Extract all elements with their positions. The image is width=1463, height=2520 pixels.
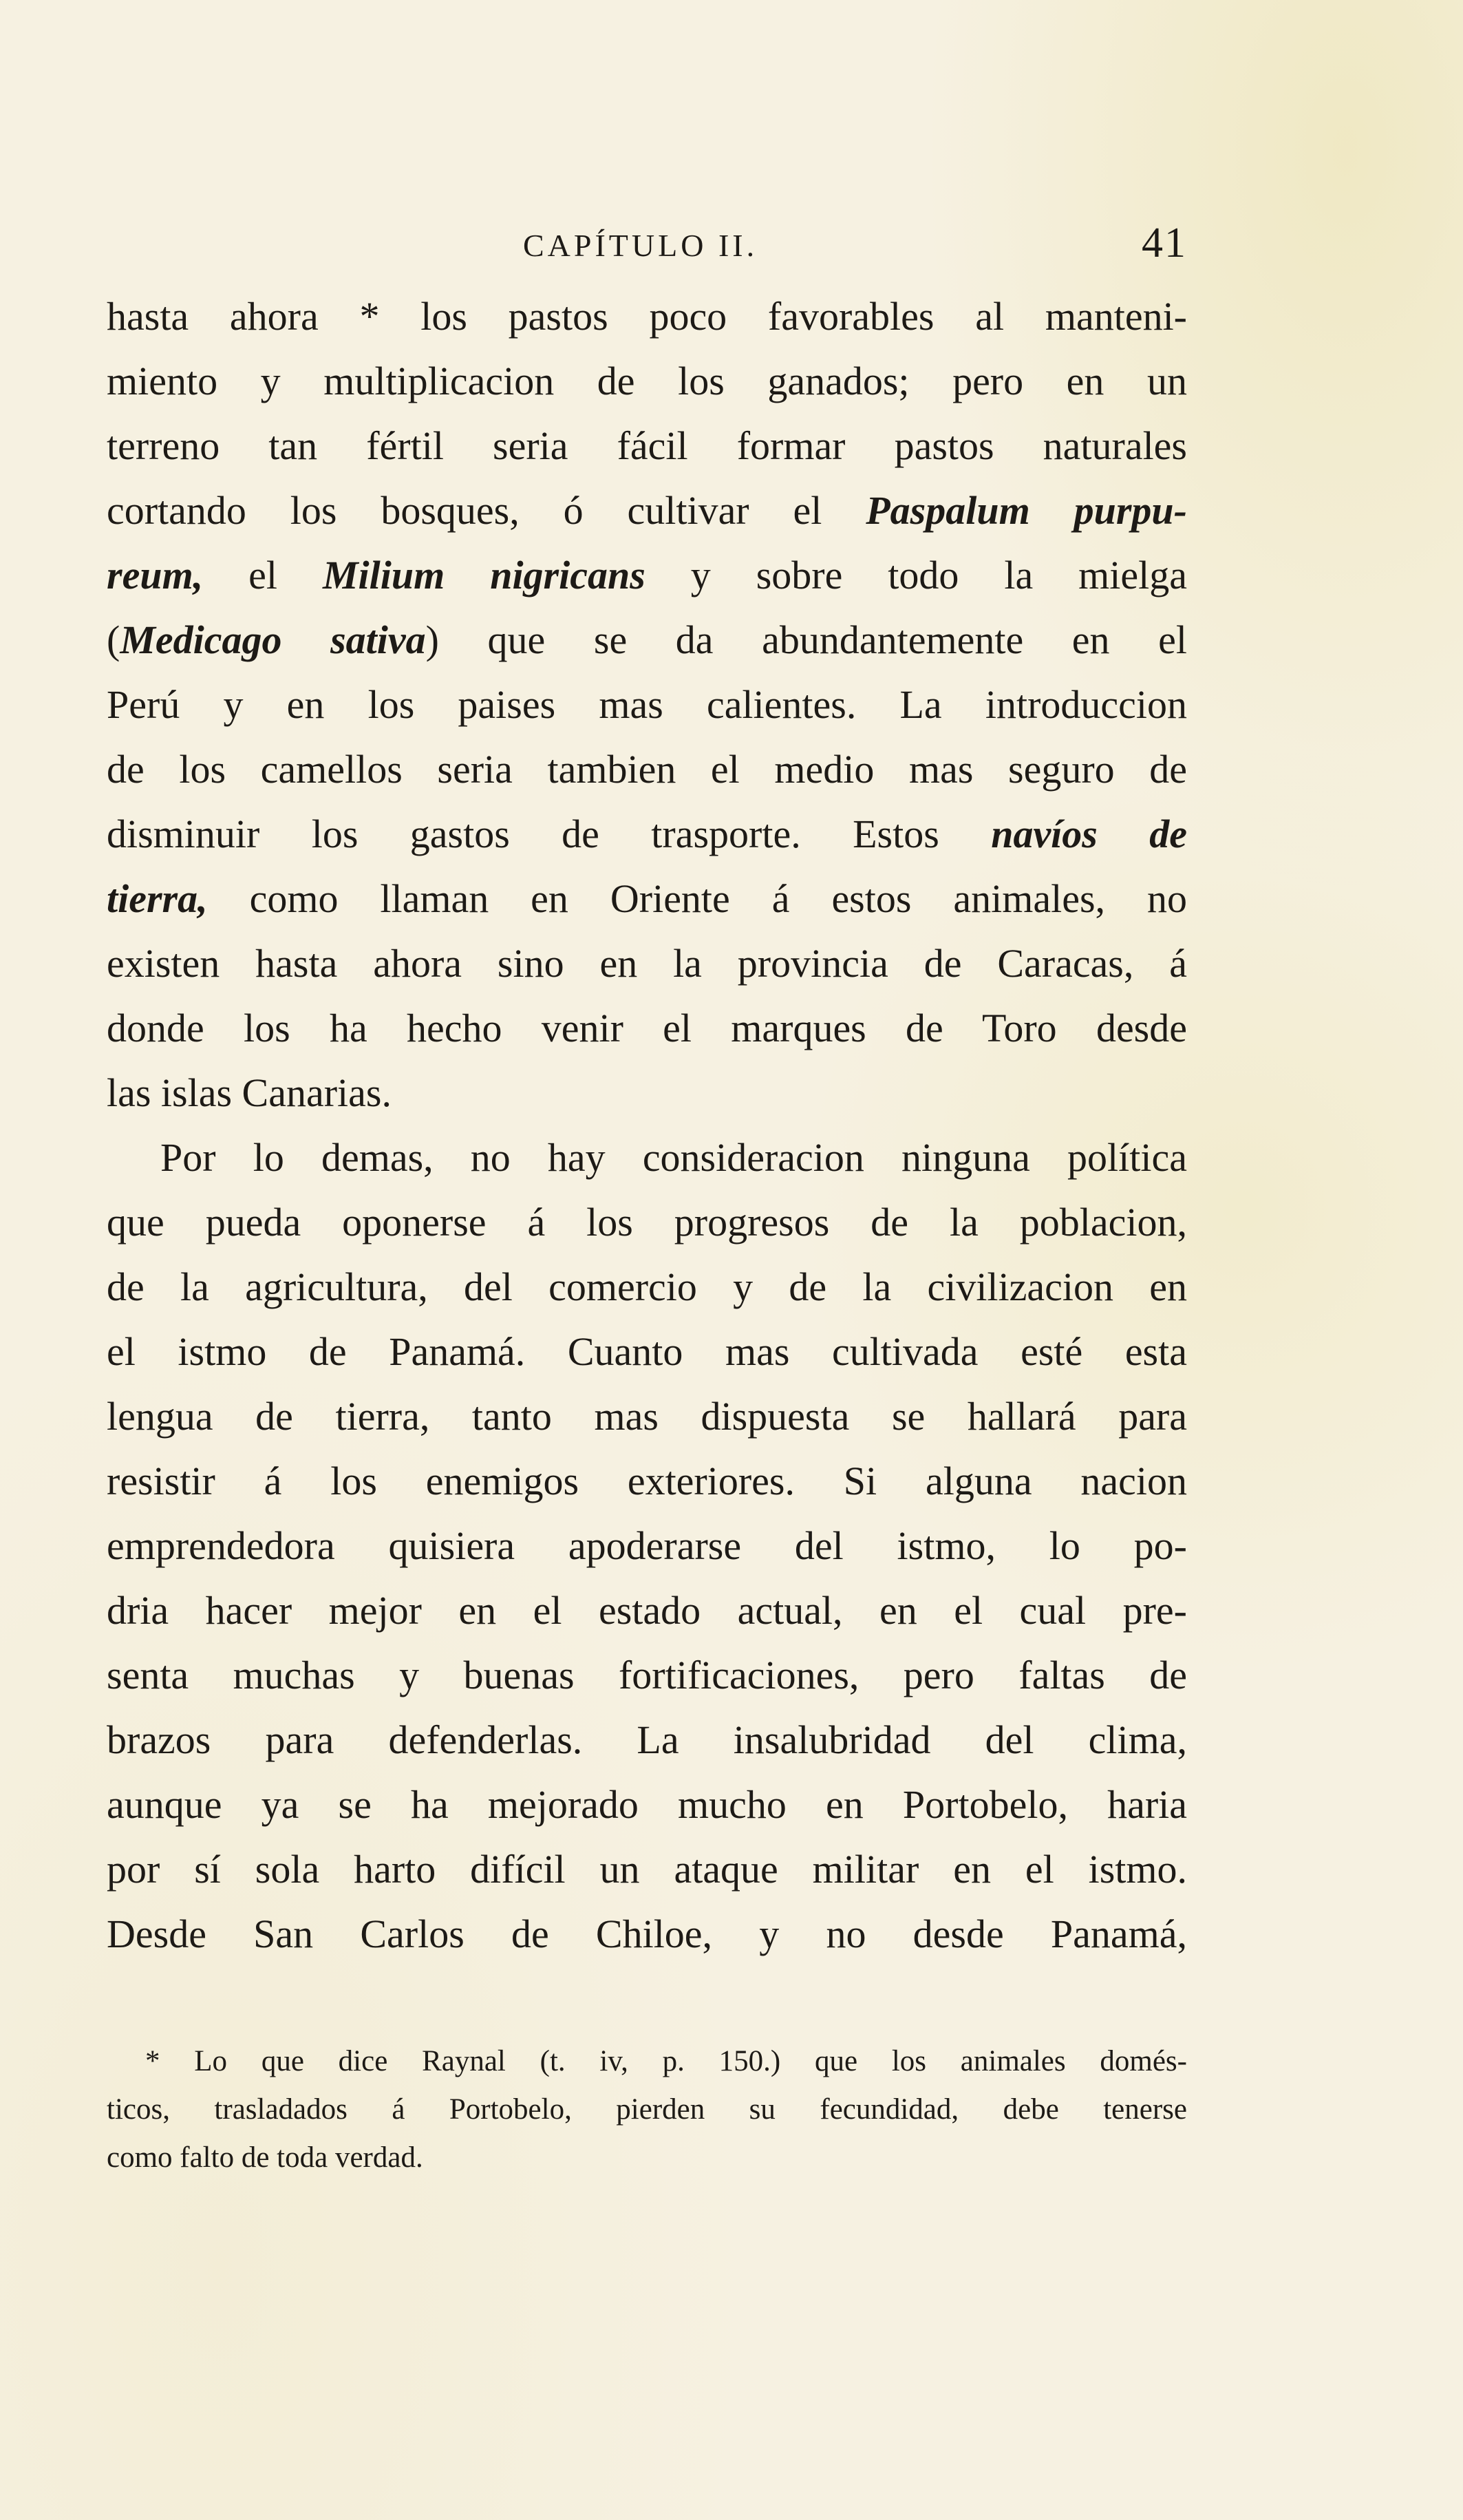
text-line <box>107 867 1187 931</box>
text-segment: y sobre todo la mielga <box>645 553 1188 597</box>
text-line: terreno tan fértil seria fácil formar pastos naturales <box>107 423 1187 468</box>
text-line: senta muchas y buenas fortificaciones, pero faltas de <box>107 1653 1187 1697</box>
running-head <box>107 219 1187 274</box>
italic-term: Milium nigricans <box>322 553 645 597</box>
text-line: aunque ya se ha mejorado mucho en Portobelo, haria <box>107 1782 1187 1827</box>
footnote-line: * Lo que dice Raynal (t. iv, p. 150.) que los animales domés- <box>145 2045 1187 2077</box>
text-segment: disminuir los gastos de trasporte. Estos <box>107 812 992 856</box>
footnote-line: como falto de toda verdad. <box>107 2141 423 2174</box>
text-line: que pueda oponerse á los progresos de la poblacion, <box>107 1200 1187 1245</box>
italic-term: Medicago sativa <box>120 617 426 662</box>
text-segment: el <box>203 553 323 597</box>
text-segment: cortando los bosques, ó cultivar el <box>107 488 866 533</box>
text-line <box>107 802 1187 867</box>
text-line: resistir á los enemigos exteriores. Si alguna nacion <box>107 1459 1187 1503</box>
text-line: dria hacer mejor en el estado actual, en el cual pre- <box>107 1588 1187 1633</box>
text-line: por sí sola harto difícil un ataque militar en el istmo. <box>107 1847 1187 1892</box>
text-line: el istmo de Panamá. Cuanto mas cultivada esté esta <box>107 1329 1187 1374</box>
text-line <box>107 543 1187 608</box>
text-line: Por lo demas, no hay consideracion ninguna política <box>160 1135 1187 1180</box>
text-line: emprendedora quisiera apoderarse del istmo, lo po- <box>107 1523 1187 1568</box>
text-segment: como llaman en Oriente á estos animales, no <box>207 876 1187 921</box>
text-segment: ( <box>107 617 120 662</box>
text-line <box>107 478 1187 543</box>
text-segment: ) que se da abundantemente en el <box>425 617 1187 662</box>
text-line <box>107 608 1187 673</box>
text-line: existen hasta ahora sino en la provincia de Caracas, á <box>107 941 1187 986</box>
text-line: de los camellos seria tambien el medio mas seguro de <box>107 747 1187 792</box>
page-number: 41 <box>1142 220 1187 266</box>
text-line: de la agricultura, del comercio y de la civilizacion en <box>107 1264 1187 1309</box>
footnote <box>107 2037 1187 2182</box>
italic-term: Paspalum purpu- <box>866 488 1187 533</box>
text-line: miento y multiplicacion de los ganados; pero en un <box>107 359 1187 403</box>
footnote-line: ticos, trasladados á Portobelo, pierden su fecundidad, debe tenerse <box>107 2093 1187 2126</box>
text-line: hasta ahora * los pastos poco favorables al manteni- <box>107 294 1187 339</box>
italic-term: tierra, <box>107 876 208 921</box>
text-line: lengua de tierra, tanto mas dispuesta se hallará para <box>107 1394 1187 1439</box>
italic-term: navíos de <box>991 812 1188 856</box>
main-text <box>107 284 1187 1967</box>
text-line: brazos para defenderlas. La insalubridad del clima, <box>107 1717 1187 1762</box>
text-line: Desde San Carlos de Chiloe, y no desde Panamá, <box>107 1912 1187 1956</box>
text-line: donde los ha hecho venir el marques de Toro desde <box>107 1006 1187 1050</box>
text-line: las islas Canarias. <box>107 1070 392 1115</box>
text-line: Perú y en los paises mas calientes. La introduccion <box>107 682 1187 727</box>
chapter-title: CAPÍTULO II. <box>523 228 758 263</box>
italic-term: reum, <box>107 553 204 597</box>
